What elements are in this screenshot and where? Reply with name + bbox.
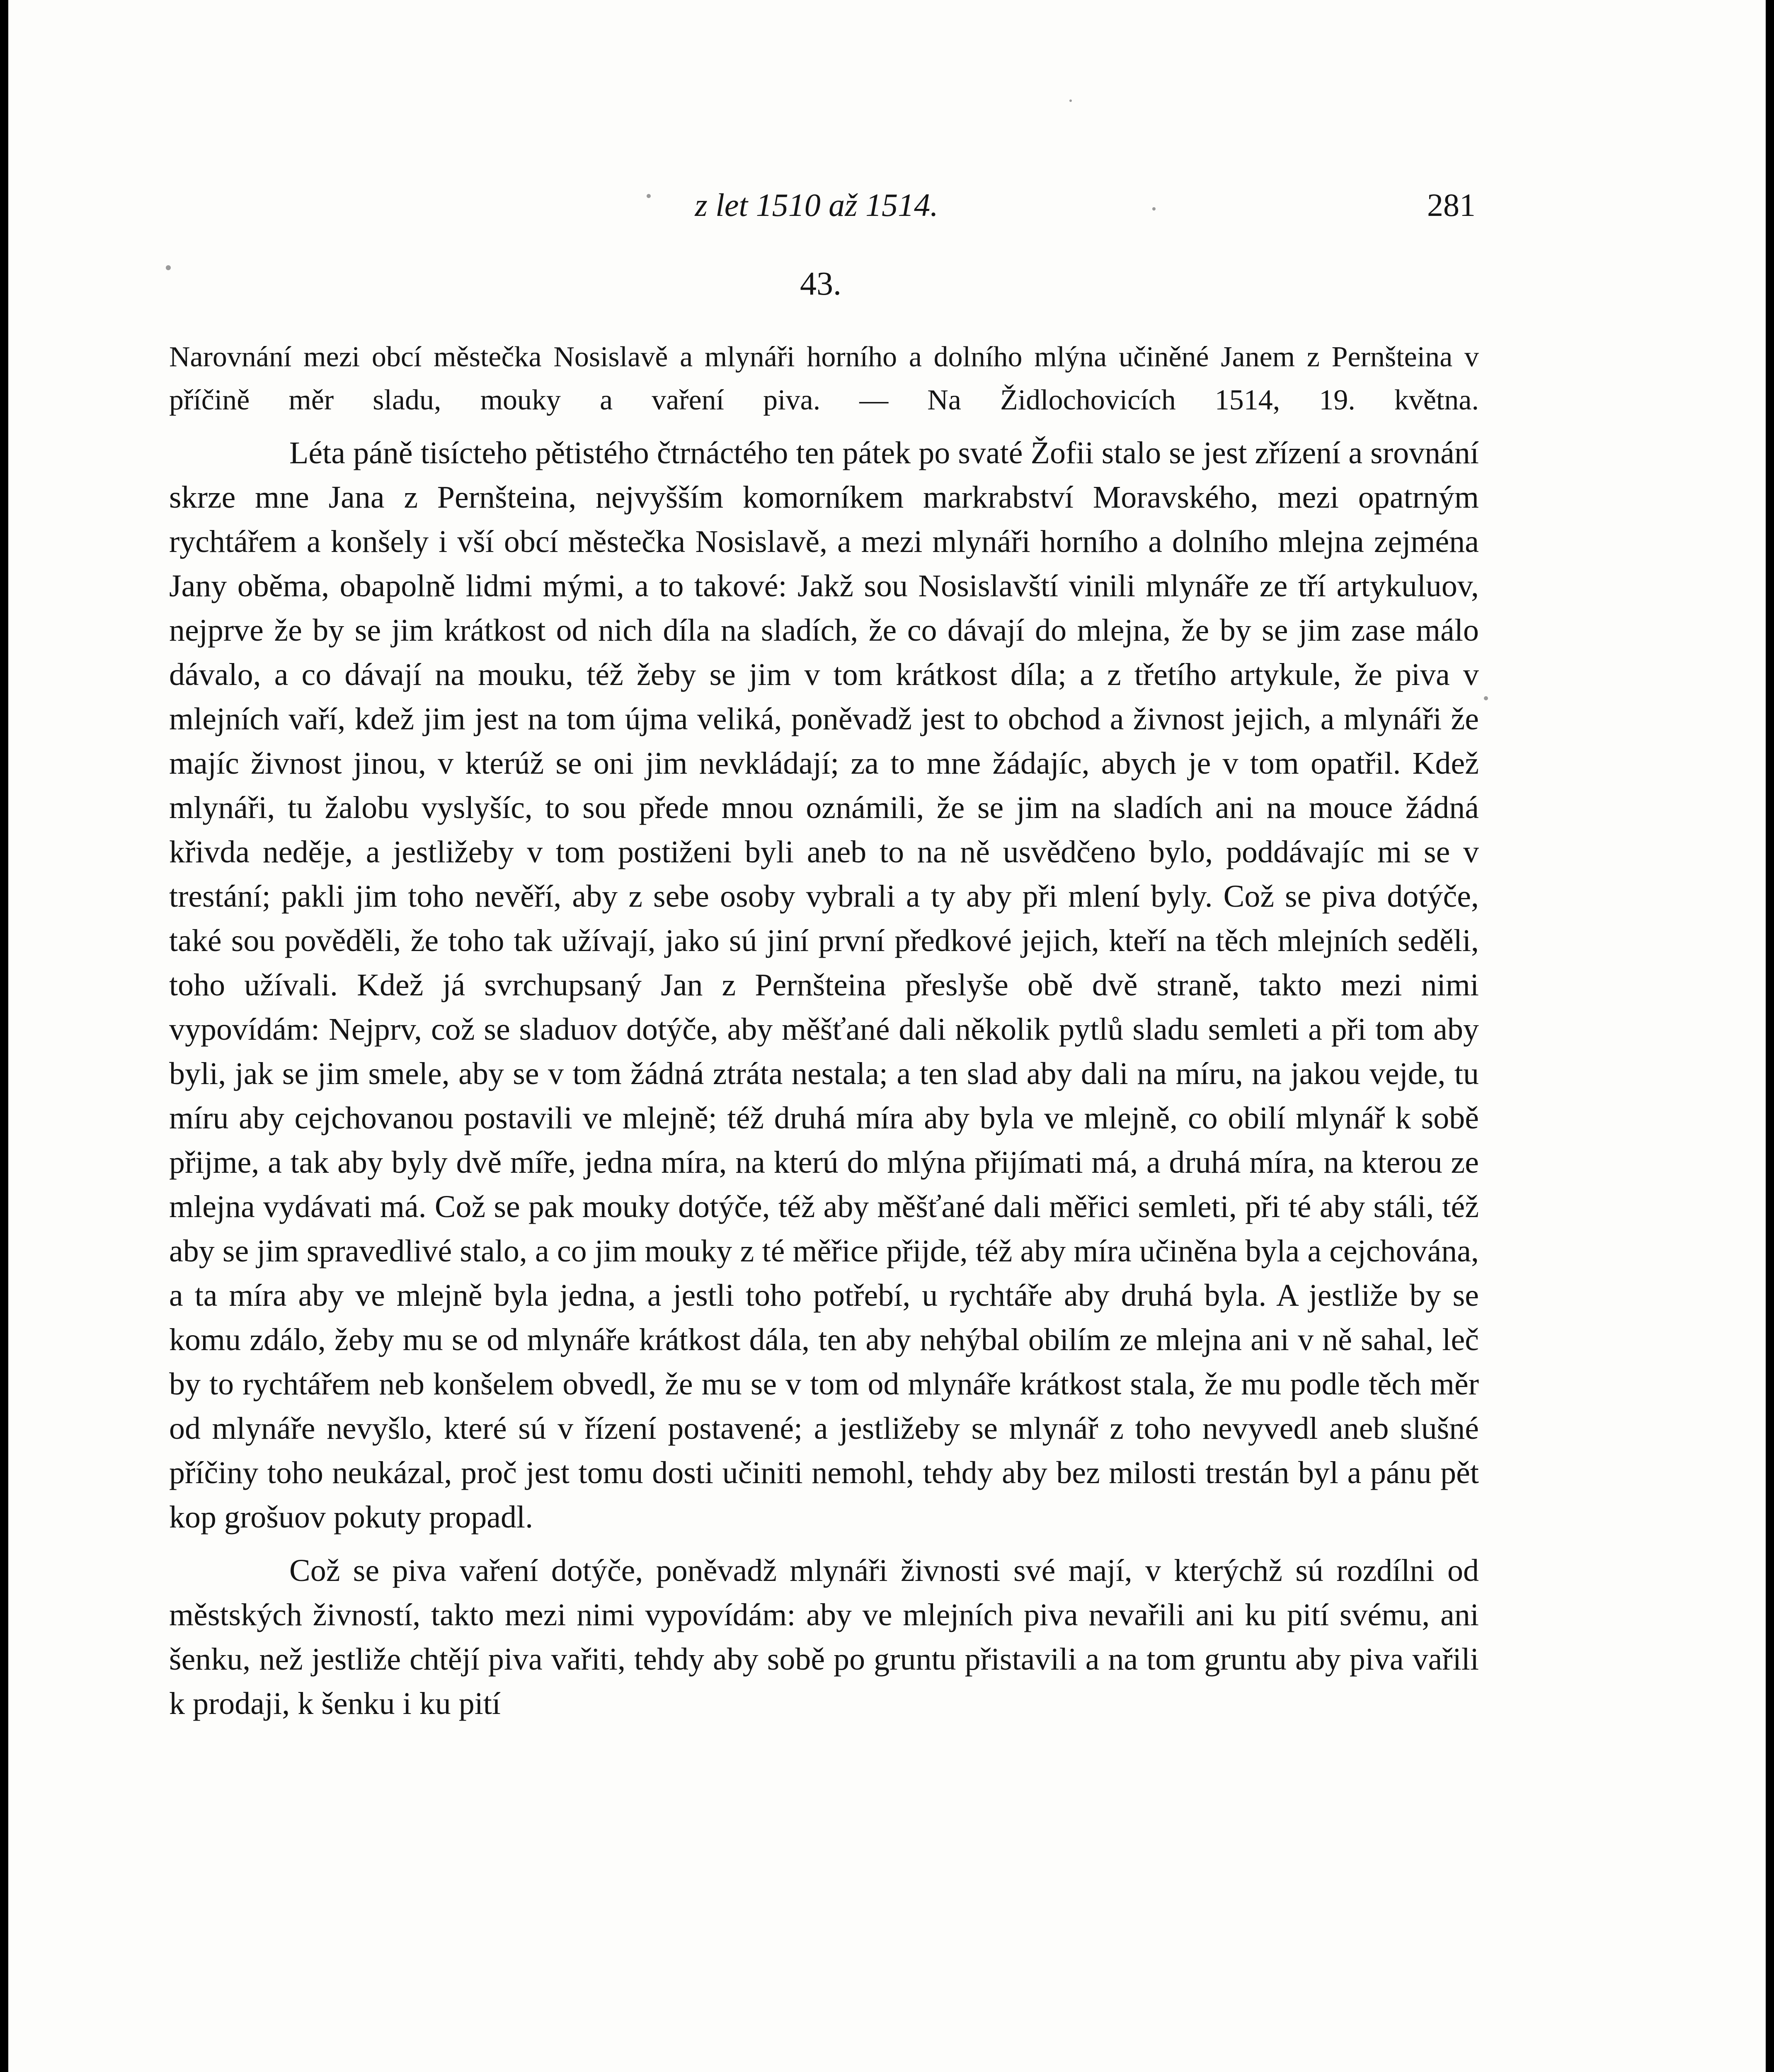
- running-title: z let 1510 až 1514.: [695, 187, 938, 223]
- scan-speck: [1152, 207, 1156, 211]
- book-page: [8, 0, 1766, 2072]
- page-number: 281: [1427, 187, 1476, 223]
- document-number: 43.: [800, 266, 841, 302]
- document-regest: Narovnání mezi obcí městečka Nosislavě a mlynáři horního a dolního mlýna učiněné Janem z Pernšteina v příčině měr sladu, mouky a vaření piva. — Na Židlochovicích 1514, 19. května.: [169, 341, 1479, 416]
- scan-speck: [647, 194, 651, 198]
- scan-border: [0, 0, 8, 2072]
- scan-speck: [1069, 99, 1072, 102]
- paragraph: Což se piva vaření dotýče, poněvadž mlynáři živnosti své mají, v kterýchž sú rozdílni od městských živností, takto mezi nimi vypovídám: aby ve mlejních piva nevařili ani ku pití svému, ani šenku, než jestliže chtějí piva vařiti, tehdy aby sobě po gruntu přistavili a na tom gruntu aby piva vařili k prodaji, k šenku i ku pití: [169, 1553, 1479, 1721]
- scan-speck: [1484, 696, 1488, 700]
- paragraph: Léta páně tisícteho pětistého čtrnáctého ten pátek po svaté Žofii stalo se jest zřízení a srovnání skrze mne Jana z Pernšteina, nejvyšším komorníkem markrabství Moravského, mezi opatrným rychtářem a konšely i vší obcí městečka Nosislavě, a mezi mlynáři horního a dolního mlejna zejména Jany oběma, obapolně lidmi mými, a to takové: Jakž sou Nosislavští vinili mlynáře ze tří artykuluov, nejprve že by se jim krátkost od nich díla na sladích, že co dávají do mlejna, že by se jim zase málo dávalo, a co dávají na mouku, též žeby se jim v tom krátkost díla; a z třetího artykule, že piva v mlejních vaří, kdež jim jest na tom újma veliká, poněvadž jest to obchod a živnost jejich, a mlynáři že majíc živnost jinou, v kterúž se oni jim nevkládají; za to mne žádajíc, abych je v tom opatřil. Kdež mlynáři, tu žalobu vyslyšíc, to sou přede mnou oznámili, že se jim na sladích ani na mouce žádná křivda neděje, a jestližeby v tom postiženi byli aneb to na ně usvědčeno bylo, poddávajíc mi se v trestání; pakli jim toho nevěří, aby z sebe osoby vybrali a ty aby při mlení byly. Což se piva dotýče, také sou pověděli, že toho tak užívají, jako sú jiní první předkové jejich, kteří na těch mlejních seděli, toho užívali. Kdež já svrchupsaný Jan z Pernšteina přeslyše obě dvě straně, takto mezi nimi vypovídám: Nejprv, což se sladuov dotýče, aby měšťané dali několik pytlů sladu semleti a při tom aby byli, jak se jim smele, aby se v tom žádná ztráta nestala; a ten slad aby dali na míru, na jakou vejde, tu míru aby cejchovanou postavili ve mlejně; též druhá míra aby byla ve mlejně, co obilí mlynář k sobě přijme, a tak aby byly dvě míře, jedna míra, na kterú do mlýna přijímati má, a druhá míra, na kterou ze mlejna vydávati má. Což se pak mouky dotýče, též aby měšťané dali měřici semleti, při té aby stáli, též aby se jim spravedlivé stalo, a co jim mouky z té měřice přijde, též aby míra učiněna byla a cejchována, a ta míra aby ve mlejně byla jedna, a jestli toho potřebí, u rychtáře aby druhá byla. A jestliže by se komu zdálo, žeby mu se od mlynáře krátkost dála, ten aby nehýbal obilím ze mlejna ani v ně sahal, leč by to rychtářem neb konšelem obvedl, že mu se v tom od mlynáře krátkost stala, že mu podle těch měr od mlynáře nevyšlo, které sú v řízení postavené; a jestližeby se mlynář z toho nevyvedl aneb slušné příčiny toho neukázal, proč jest tomu dosti učiniti nemohl, tehdy aby bez milosti trestán byl a pánu pět kop grošuov pokuty propadl.: [169, 436, 1479, 1535]
- scan-speck: [166, 265, 171, 270]
- document-body: [169, 431, 1479, 1726]
